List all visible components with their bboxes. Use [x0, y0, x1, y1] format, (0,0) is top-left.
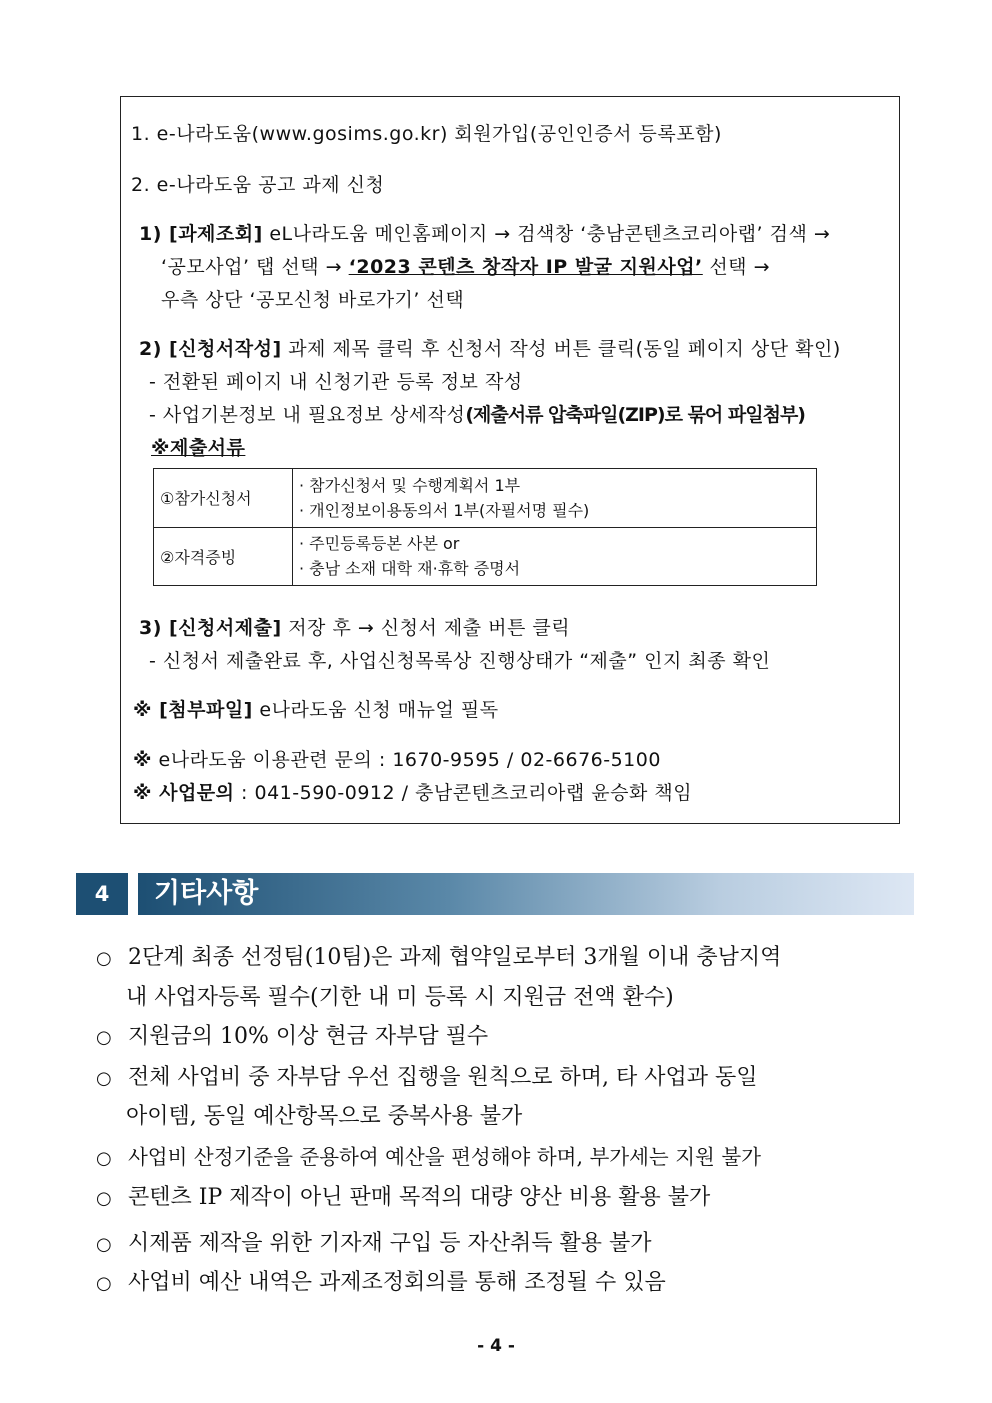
list-item: [96, 1265, 666, 1296]
note-mark: ※: [133, 749, 152, 771]
bullet-icon: ○: [96, 1027, 112, 1048]
note-business-contact-label: ※ 사업문의: [133, 782, 235, 804]
substep-3-text: 저장 후 → 신청서 제출 버튼 클릭: [281, 617, 571, 639]
program-name: ‘2023 콘텐츠 창작자 IP 발굴 지원사업’: [348, 256, 703, 278]
list-item-text: 사업비 산정기준을 준용하여 예산을 편성해야 하며, 부가세는 지원 불가: [128, 1145, 761, 1169]
doc-item: · 충남 소재 대학 재·휴학 증명서: [299, 559, 521, 579]
step-1-signup: 1. e-나라도움(www.gosims.go.kr) 회원가입(공인인증서 등록포함): [131, 123, 722, 145]
bullet-icon: ○: [96, 1148, 112, 1169]
list-item-text: 사업비 예산 내역은 과제조정회의를 통해 조정될 수 있음: [128, 1270, 666, 1295]
list-item-text: 시제품 제작을 위한 기자재 구입 등 자산취득 활용 불가: [128, 1231, 652, 1256]
substep-2-line-3: [149, 400, 805, 427]
list-item-continuation: 아이템, 동일 예산항목으로 중복사용 불가: [126, 1104, 523, 1129]
substep-3-line-1: [139, 613, 570, 640]
substep-1-tab-text: ‘공모사업’ 탭 선택 →: [161, 256, 349, 278]
substep-1-line-3: 우측 상단 ‘공모신청 바로가기’ 선택: [161, 289, 465, 311]
application-procedure-box: [120, 96, 900, 824]
substep-2-text: 과제 제목 클릭 후 신청서 작성 버튼 클릭(동일 페이지 상단 확인): [281, 338, 841, 360]
note-enara-contact: [133, 745, 661, 772]
step-2-apply: 2. e-나라도움 공고 과제 신청: [131, 174, 385, 196]
bullet-icon: ○: [96, 1188, 112, 1209]
doc-item: · 개인정보이용동의서 1부(자필서명 필수): [299, 500, 590, 520]
list-item: [96, 1060, 757, 1091]
bullet-icon: ○: [96, 948, 112, 969]
substep-1-line-2: [161, 252, 770, 279]
note-enara-contact-text: e나라도움 이용관련 문의 : 1670-9595 / 02-6676-5100: [151, 749, 661, 771]
substep-2-heading: 2) [신청서작성]: [139, 338, 282, 360]
substep-2-line-2: - 전환된 페이지 내 신청기관 등록 정보 작성: [149, 371, 523, 393]
section-header: [76, 873, 914, 915]
section-title: 기타사항: [154, 878, 259, 909]
required-docs-table: [153, 468, 817, 586]
list-item: [96, 940, 781, 971]
table-row: [154, 527, 817, 586]
required-docs-label: [151, 433, 245, 460]
bullet-icon: ○: [96, 1273, 112, 1294]
doc-items: [293, 469, 817, 528]
required-docs-label-text: ※제출서류: [151, 437, 246, 459]
section-title-bar: [138, 873, 914, 915]
page-number: - 4 -: [477, 1336, 515, 1356]
doc-category: ②자격증빙: [154, 527, 293, 586]
substep-1-select-text: 선택 →: [702, 256, 770, 278]
doc-item: · 참가신청서 및 수행계획서 1부: [299, 475, 521, 495]
note-attachment: [133, 695, 499, 722]
substep-1-heading: 1) [과제조회]: [139, 223, 263, 245]
list-item-continuation: 내 사업자등록 필수(기한 내 미 등록 시 지원금 전액 환수): [126, 985, 674, 1010]
section-number: 4: [76, 873, 128, 915]
substep-3-line-2: - 신청서 제출완료 후, 사업신청목록상 진행상태가 “제출” 인지 최종 확인: [149, 650, 771, 672]
substep-1-text: eL나라도움 메인홈페이지 → 검색창 ‘충남콘텐츠코리아랩’ 검색 →: [262, 223, 831, 245]
doc-item: · 주민등록등본 사본 or: [299, 534, 460, 554]
bullet-icon: ○: [96, 1234, 112, 1255]
substep-2-detail-text: - 사업기본정보 내 필요정보 상세작성: [149, 404, 466, 426]
list-item: [96, 1019, 488, 1050]
list-item: [96, 1140, 761, 1170]
substep-3-heading: 3) [신청서제출]: [139, 617, 282, 639]
list-item: [96, 1226, 652, 1257]
note-business-contact-text: : 041-590-0912 / 충남콘텐츠코리아랩 윤승화 책임: [234, 782, 693, 804]
substep-2-line-1: [139, 334, 841, 361]
list-item-text: 지원금의 10% 이상 현금 자부담 필수: [128, 1024, 489, 1049]
substep-2-zip-note: (제출서류 압축파일(ZIP)로 묶어 파일첨부): [465, 404, 805, 426]
list-item: [96, 1180, 710, 1211]
substep-1-line-1: [139, 219, 830, 246]
note-attachment-text: e나라도움 신청 매뉴얼 필독: [252, 699, 499, 721]
doc-category: ①참가신청서: [154, 469, 293, 528]
list-item-text: 전체 사업비 중 자부담 우선 집행을 원칙으로 하며, 타 사업과 동일: [128, 1065, 758, 1090]
list-item-text: 콘텐츠 IP 제작이 아닌 판매 목적의 대량 양산 비용 활용 불가: [128, 1185, 711, 1210]
doc-items: [293, 527, 817, 586]
list-item-text: 2단계 최종 선정팀(10팀)은 과제 협약일로부터 3개월 이내 충남지역: [128, 945, 782, 970]
bullet-icon: ○: [96, 1068, 112, 1089]
table-row: [154, 469, 817, 528]
note-business-contact: [133, 778, 692, 805]
note-attachment-label: ※ [첨부파일]: [133, 699, 253, 721]
